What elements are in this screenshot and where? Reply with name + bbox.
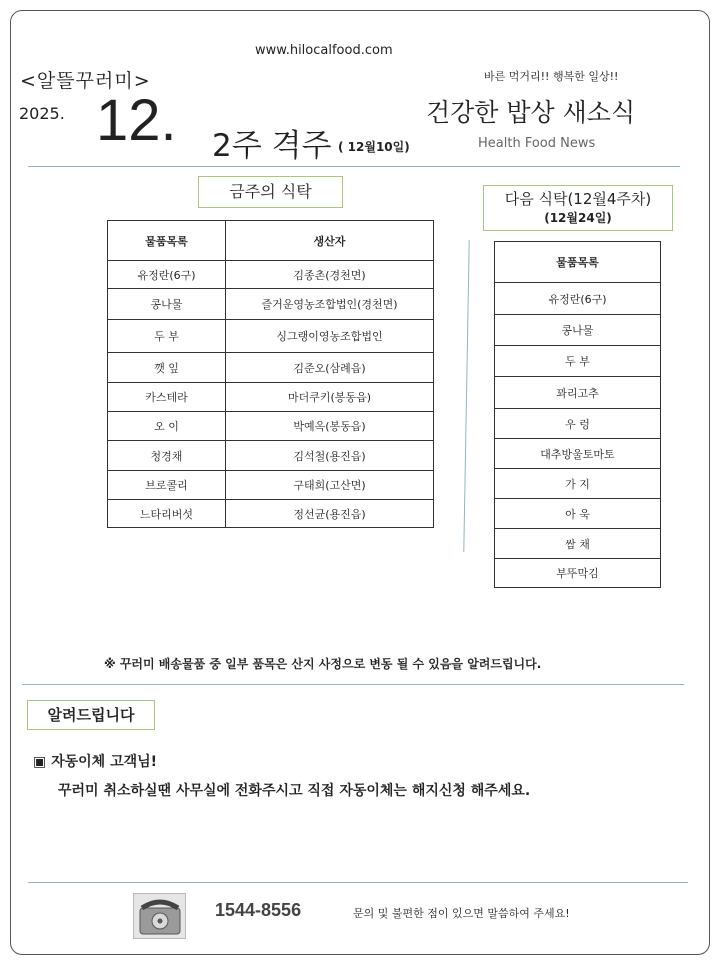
- issue-month: 12.: [96, 88, 177, 153]
- issue-date: ( 12월10일): [338, 140, 410, 154]
- item-cell: 유정란(6구): [495, 283, 661, 315]
- item-cell: 콩나물: [495, 315, 661, 346]
- table-row: [495, 346, 661, 377]
- column-header: 물품목록: [495, 242, 661, 283]
- substitution-note: ※ 꾸러미 배송물품 중 일부 품목은 산지 사정으로 변동 될 수 있음을 알려드립니다.: [104, 657, 542, 671]
- item-cell: 콩나물: [108, 289, 226, 320]
- item-cell: 아 욱: [495, 499, 661, 529]
- item-cell: 청경채: [108, 441, 226, 471]
- item-cell: 두 부: [495, 346, 661, 377]
- item-cell: 대추방울토마토: [495, 439, 661, 469]
- table-header-row: [108, 221, 434, 261]
- table-row: [108, 261, 434, 289]
- next-week-label: [483, 185, 673, 231]
- producer-cell: 구태희(고산면): [226, 471, 434, 500]
- producer-cell: 김준오(삼례읍): [226, 353, 434, 383]
- table-row: [495, 559, 661, 588]
- header-divider: [28, 166, 680, 167]
- news-title: 건강한 밥상 새소식: [426, 98, 636, 127]
- item-cell: 깻 잎: [108, 353, 226, 383]
- this-week-table: [107, 220, 434, 528]
- table-row: [495, 283, 661, 315]
- table-row: [495, 469, 661, 499]
- item-cell: 유정란(6구): [108, 261, 226, 289]
- table-row: [108, 320, 434, 353]
- item-cell: 브로콜리: [108, 471, 226, 500]
- next-week-title: 다음 식탁(12월4주차): [504, 190, 652, 208]
- table-row: [495, 377, 661, 409]
- next-week-date: (12월24일): [544, 211, 612, 225]
- this-week-label: 금주의 식탁: [198, 176, 343, 208]
- phone-number[interactable]: 1544-8556: [215, 900, 302, 920]
- producer-cell: 김종촌(경천면): [226, 261, 434, 289]
- producer-cell: 박예옥(봉동읍): [226, 412, 434, 441]
- producer-cell: 싱그랭이영농조합법인: [226, 320, 434, 353]
- table-row: [495, 439, 661, 469]
- issue-year: 2025.: [19, 104, 65, 123]
- column-header: 물품목록: [108, 221, 226, 261]
- table-header-row: [495, 242, 661, 283]
- brand-name: <알뜰꾸러미>: [20, 70, 151, 92]
- table-row: [108, 353, 434, 383]
- notice-label: 알려드립니다: [27, 700, 155, 730]
- item-cell: 가 지: [495, 469, 661, 499]
- producer-cell: 정선균(용진읍): [226, 500, 434, 528]
- producer-cell: 김석철(용진읍): [226, 441, 434, 471]
- website-url[interactable]: www.hilocalfood.com: [255, 43, 393, 58]
- notice-heading: ▣ 자동이체 고객님!: [33, 754, 158, 770]
- table-row: [108, 412, 434, 441]
- item-cell: 두 부: [108, 320, 226, 353]
- item-cell: 부뚜막김: [495, 559, 661, 588]
- item-cell: 우 렁: [495, 409, 661, 439]
- table-row: [495, 499, 661, 529]
- notice-message: 꾸러미 취소하실땐 사무실에 전화주시고 직접 자동이체는 해지신청 해주세요.: [58, 783, 531, 799]
- next-week-table: [494, 241, 661, 588]
- item-cell: 느타리버섯: [108, 500, 226, 528]
- column-header: 생산자: [226, 221, 434, 261]
- table-row: [495, 315, 661, 346]
- table-row: [108, 441, 434, 471]
- item-cell: 꽈리고추: [495, 377, 661, 409]
- producer-cell: 즐거운영농조합법인(경천면): [226, 289, 434, 320]
- table-row: [495, 529, 661, 559]
- issue-week: 2주 격주: [212, 128, 332, 164]
- item-cell: 쌈 채: [495, 529, 661, 559]
- table-row: [495, 409, 661, 439]
- table-row: [108, 471, 434, 500]
- table-row: [108, 500, 434, 528]
- contact-message: 문의 및 불편한 점이 있으면 말씀하여 주세요!: [353, 907, 570, 920]
- phone-icon: [133, 893, 186, 939]
- section-divider: [22, 684, 684, 685]
- producer-cell: 마더쿠키(봉동읍): [226, 383, 434, 412]
- table-row: [108, 383, 434, 412]
- slogan: 바른 먹거리!! 행복한 일상!!: [484, 70, 619, 83]
- item-cell: 오 이: [108, 412, 226, 441]
- table-row: [108, 289, 434, 320]
- item-cell: 카스테라: [108, 383, 226, 412]
- news-subtitle: Health Food News: [478, 136, 596, 151]
- footer-divider: [28, 882, 688, 883]
